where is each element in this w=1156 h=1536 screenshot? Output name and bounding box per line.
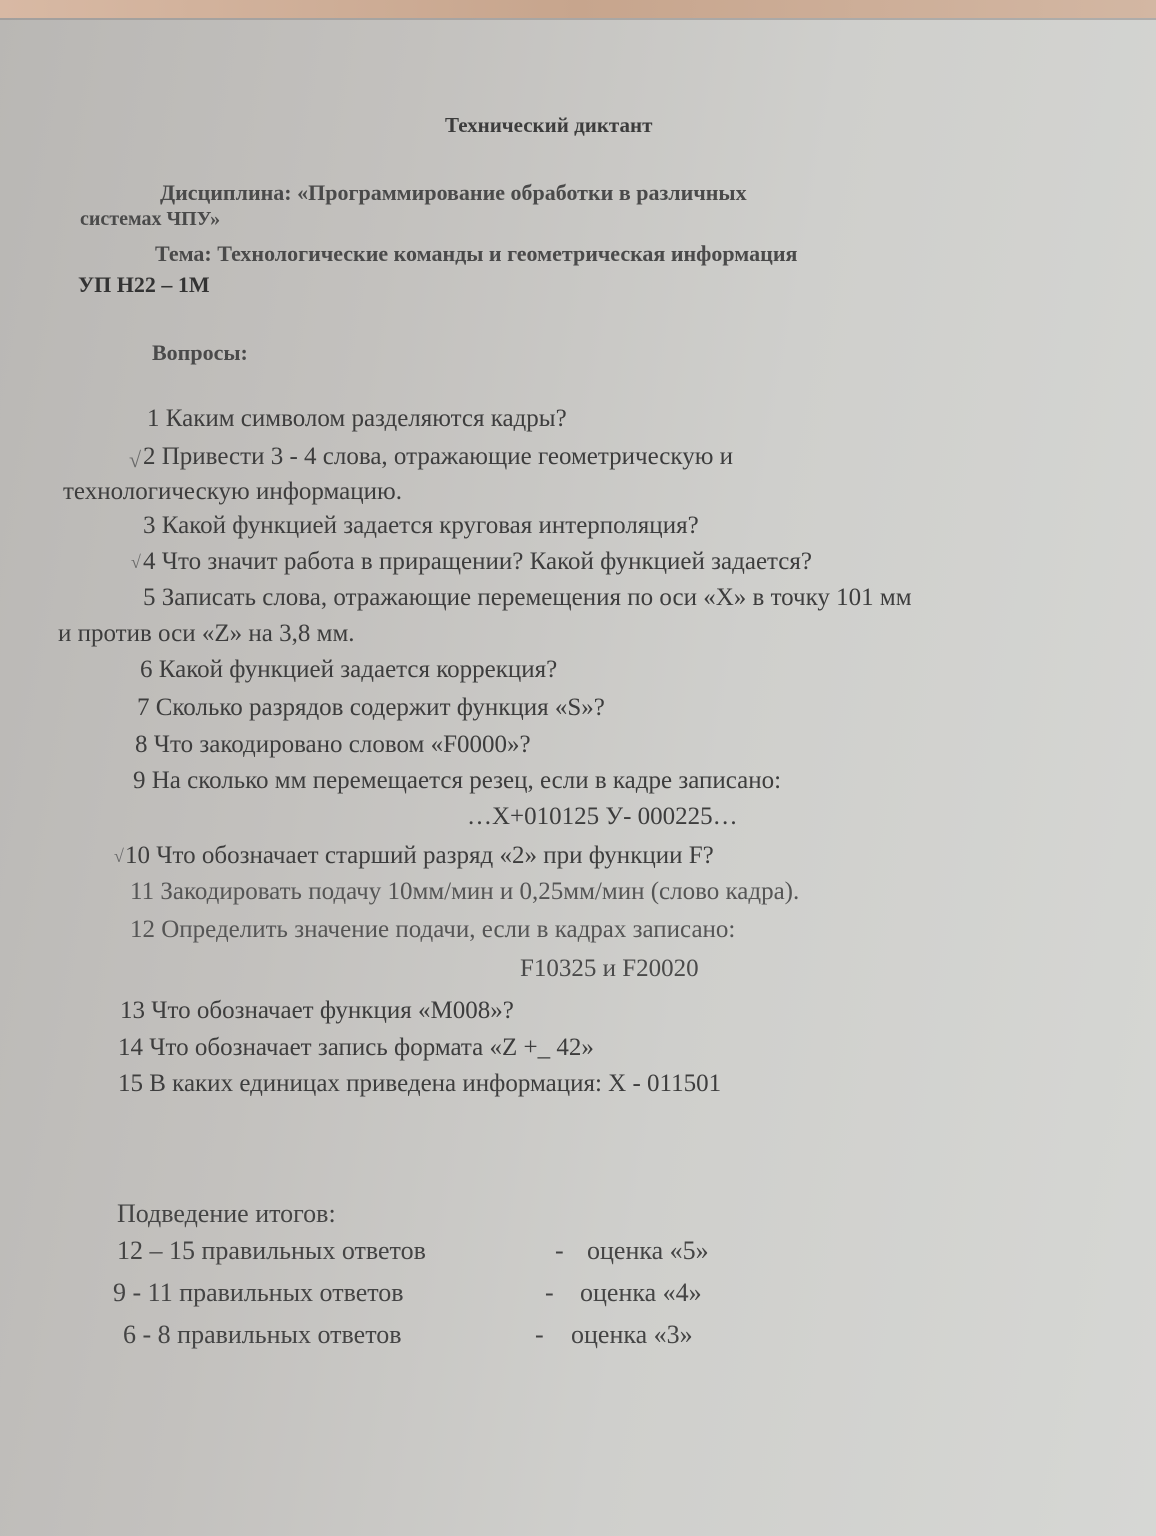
- question-number: 10: [125, 842, 150, 869]
- question-4: [143, 548, 812, 576]
- question-text: В каких единицах приведена информация: X - 011501: [149, 1070, 722, 1097]
- question-text: Что обозначает старший разряд «2» при функции F?: [156, 842, 714, 869]
- checkmark-icon: √: [131, 552, 141, 572]
- question-3: [143, 512, 699, 540]
- question-2-continuation: технологическую информацию.: [63, 478, 402, 505]
- question-10: [125, 842, 714, 870]
- question-9-example: …X+010125 У- 000225…: [467, 803, 738, 830]
- grading-row-5: [117, 1236, 426, 1266]
- question-text: Что обозначает запись формата «Z +_ 42»: [149, 1034, 594, 1061]
- question-text: Какой функцией задается круговая интерполяция?: [161, 512, 699, 539]
- question-7: [137, 694, 605, 722]
- question-number: 2: [143, 443, 156, 470]
- question-text: Определить значение подачи, если в кадрах записано:: [161, 916, 736, 943]
- question-text: Сколько разрядов содержит функция «S»?: [155, 694, 605, 721]
- question-8: [135, 731, 531, 759]
- question-text: Записать слова, отражающие перемещения по оси «X» в точку 101 мм: [161, 584, 912, 611]
- question-text: Что обозначает функция «M008»?: [151, 997, 514, 1024]
- question-15: [118, 1070, 721, 1098]
- question-14: [118, 1034, 594, 1062]
- question-text: На сколько мм перемещается резец, если в кадре записано:: [151, 767, 782, 794]
- question-text: Что закодировано словом «F0000»?: [153, 731, 531, 758]
- question-text: Какой функцией задается коррекция?: [158, 656, 558, 683]
- question-text: Закодировать подачу 10мм/мин и 0,25мм/мин (слово кадра).: [160, 878, 800, 905]
- grading-grade-4: оценка «4»: [580, 1278, 702, 1307]
- question-number: 5: [143, 584, 156, 611]
- question-12-example: F10325 и F20020: [520, 955, 699, 982]
- question-text: Что значит работа в приращении? Какой функцией задается?: [161, 548, 812, 575]
- grading-separator: -: [555, 1236, 564, 1265]
- questions-heading: Вопросы:: [152, 340, 248, 365]
- question-text: Каким символом разделяются кадры?: [165, 405, 567, 432]
- question-2: [143, 443, 733, 471]
- question-number: 1: [147, 405, 160, 432]
- topic-line-2: УП Н22 – 1М: [78, 272, 210, 297]
- question-1: [147, 405, 567, 433]
- question-number: 7: [137, 694, 150, 721]
- grading-grade-5: оценка «5»: [587, 1236, 709, 1265]
- grading-row-4: [113, 1278, 404, 1308]
- question-number: 4: [143, 548, 156, 575]
- grading-range: 9 - 11 правильных ответов: [113, 1278, 404, 1307]
- grading-grade-3: оценка «3»: [571, 1320, 693, 1349]
- question-11: [130, 878, 799, 906]
- discipline-line-1: Дисциплина: «Программирование обработки в различных: [160, 180, 747, 205]
- grading-row-3: [123, 1320, 402, 1350]
- question-6: [140, 656, 557, 684]
- question-number: 9: [133, 767, 146, 794]
- checkmark-icon: √: [129, 447, 142, 472]
- paper-edge: [0, 18, 1156, 20]
- question-12: [130, 916, 735, 944]
- question-number: 6: [140, 656, 153, 683]
- summary-heading: Подведение итогов:: [117, 1199, 336, 1228]
- question-5: [143, 584, 912, 612]
- question-text: Привести 3 - 4 слова, отражающие геометрическую и: [161, 443, 734, 470]
- question-number: 14: [118, 1034, 143, 1061]
- question-number: 12: [130, 916, 155, 943]
- question-13: [120, 997, 514, 1025]
- table-surface: [0, 0, 1156, 18]
- topic-line-1: Тема: Технологические команды и геометрическая информация: [155, 241, 798, 266]
- question-9: [133, 767, 781, 795]
- question-number: 15: [118, 1070, 143, 1097]
- question-number: 3: [143, 512, 156, 539]
- document-title: Технический диктант: [445, 113, 653, 137]
- grading-range: 12 – 15 правильных ответов: [117, 1236, 426, 1265]
- question-number: 11: [130, 878, 155, 905]
- question-number: 8: [135, 731, 148, 758]
- grading-separator: -: [535, 1320, 544, 1349]
- question-number: 13: [120, 997, 145, 1024]
- question-5-continuation: и против оси «Z» на 3,8 мм.: [58, 620, 355, 647]
- grading-separator: -: [545, 1278, 554, 1307]
- grading-range: 6 - 8 правильных ответов: [123, 1320, 402, 1349]
- checkmark-icon: √: [114, 846, 124, 866]
- discipline-line-2: системах ЧПУ»: [80, 208, 221, 230]
